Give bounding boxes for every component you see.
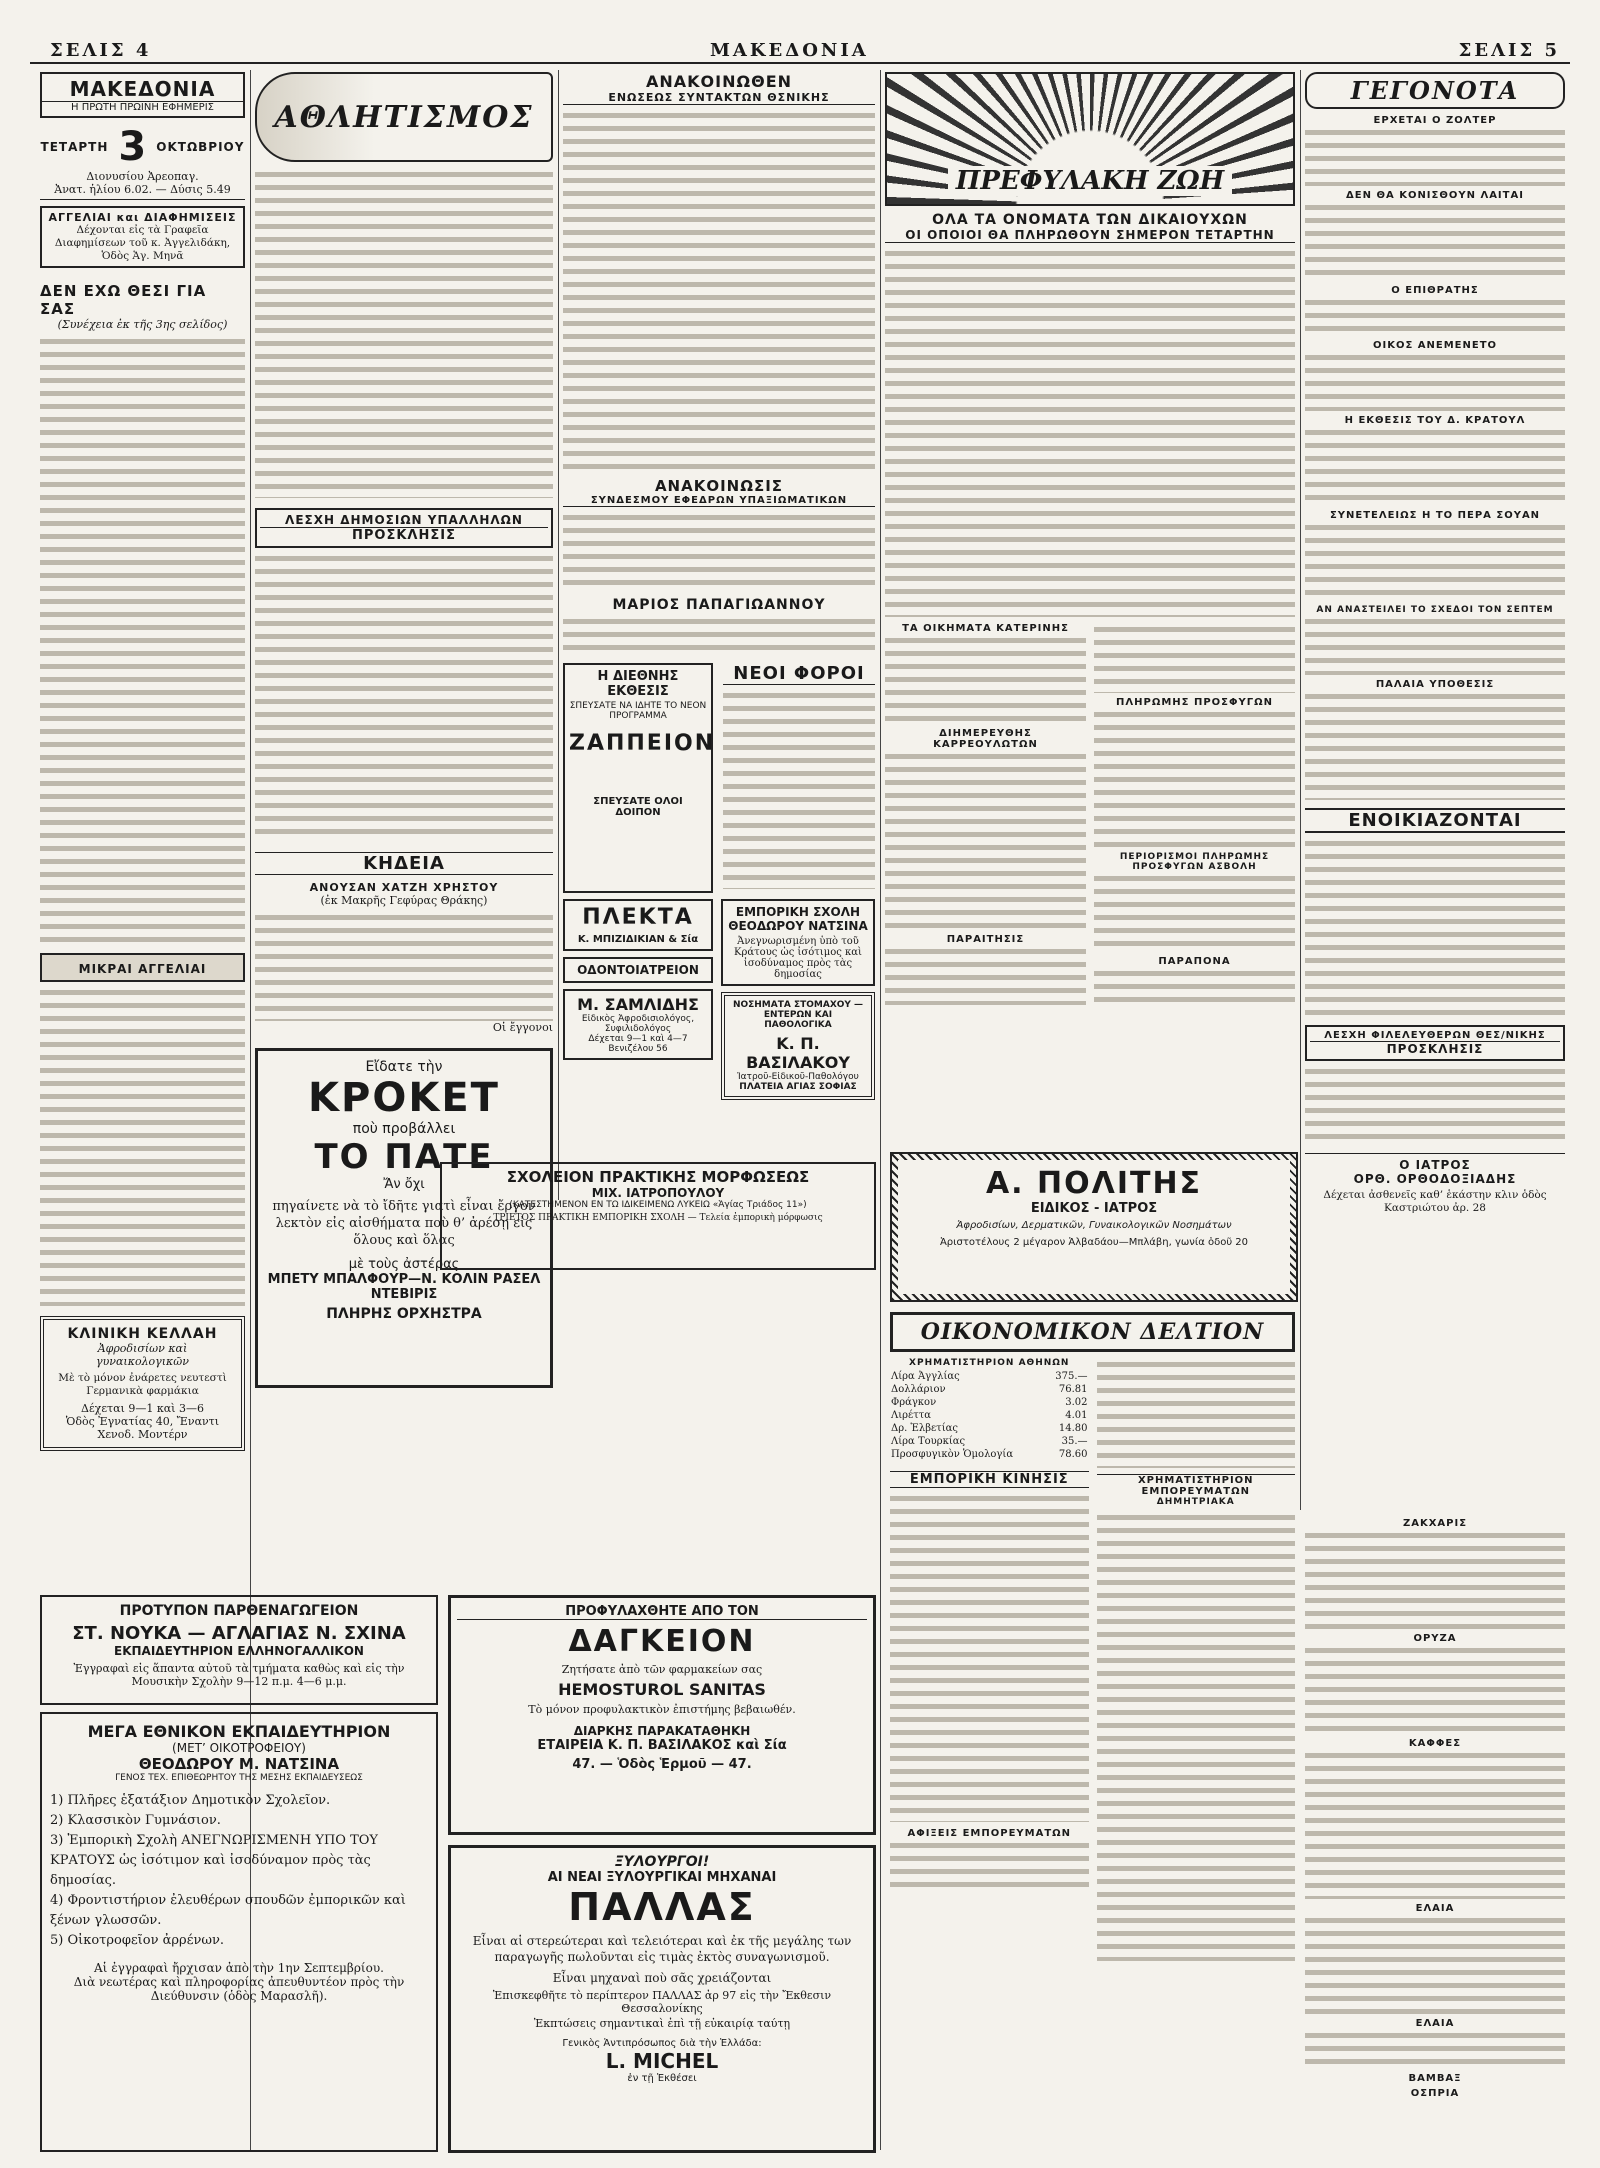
commerce-school-sub: Ἀνεγνωρισμένη ὑπὸ τοῦ Κράτους ὡς ἰσότιμος καὶ ἰσοδύναμος πρὸς τὰς δημοσίας — [734, 936, 862, 980]
article-body — [40, 335, 245, 945]
doctor-samlidis-ad — [563, 989, 713, 1060]
exchange-row — [890, 1422, 1089, 1435]
funeral-signed: Οἱ ἔγγονοι — [492, 1021, 553, 1034]
taxes-title: ΝΕΟΙ ΦΟΡΟΙ — [723, 663, 875, 685]
exchange-row — [890, 1409, 1089, 1422]
cinema-ad-heading: Εἴδατε τὴν — [365, 1059, 443, 1075]
politis-title: ΕΙΔΙΚΟΣ - ΙΑΤΡΟΣ — [1030, 1201, 1158, 1216]
national-school-item: 2) Κλασσικὸν Γυμνάσιον. — [50, 1813, 221, 1828]
finance-left — [890, 1358, 1089, 1961]
news-left — [885, 623, 1086, 1007]
dentist-title: ΟΔΟΝΤΟΙΑΤΡΕΙΟΝ — [577, 963, 699, 977]
exchange-value: 78.60 — [1058, 1449, 1088, 1460]
doctor-orth-title: Ο ΙΑΤΡΟΣ — [1399, 1158, 1471, 1172]
life-banner-title: ΠΡΕΦΥΛΑΚΗ ΖΩΗ — [948, 166, 1232, 196]
small-ads-heading: ΜΙΚΡΑΙ ΑΓΓΕΛΙΑΙ — [78, 962, 207, 976]
sports-banner — [255, 72, 553, 162]
cinema-ad-stars-label: μὲ τοὺς ἀστέρας — [348, 1257, 460, 1272]
ads-label: ΑΓΓΕΛΙΑΙ και ΔΙΑΦΗΜΙΣΕΙΣ — [48, 211, 237, 224]
refugee-payment-body — [1094, 708, 1295, 848]
politis-address: Ἀριστοτέλους 2 μέγαρον Ἀλβαδάου—Μπλάβη, γωνία ὁδοῦ 20 — [939, 1237, 1249, 1248]
column-3 — [563, 72, 875, 1152]
exchange-label: Φράγκον — [891, 1397, 937, 1408]
journalists-title: ΑΝΑΚΟΙΝΩΘΕΝ — [645, 72, 793, 91]
doctor-samlidis-specialty: Εἰδικὸς Ἀφροδισιολόγος, Συφιλιδολόγος — [581, 1014, 695, 1034]
wedding-body — [563, 615, 875, 655]
event-body-8 — [1305, 690, 1565, 800]
exchange-value: 375.— — [1055, 1371, 1088, 1382]
finance-section — [890, 1312, 1295, 2152]
date-number: 3 — [118, 124, 147, 170]
masthead — [30, 40, 1570, 64]
pallas-ad — [448, 1845, 876, 2153]
cinema-ad-title-2: ΤΟ ΠΑΤΕ — [314, 1137, 494, 1177]
event-body-7 — [1305, 615, 1565, 675]
rent-heading: ΕΝΟΙΚΙΑΖΟΝΤΑΙ — [1305, 808, 1565, 833]
fruit-heading: ΟΣΠΡΙΑ — [1410, 2088, 1460, 2099]
pallas-agent-name: L. MICHEL — [605, 2049, 719, 2073]
exchange-label: Δολλάριον — [891, 1384, 946, 1395]
cinema-ad-question: Ἄν ὄχι — [383, 1177, 425, 1192]
stomach-doctor-ad — [721, 992, 875, 1100]
finance-title: ΟΙΚΟΝΟΜΙΚΟΝ ΔΕΛΤΙΟΝ — [920, 1319, 1265, 1345]
subhead-complaints: ΠΑΡΑΠΟΝΑ — [1158, 956, 1231, 967]
notice-civil-club — [255, 508, 553, 548]
stomach-doctor-sub: Ἰατροῦ-Εἰδικοῦ-Παθολόγου — [737, 1072, 859, 1082]
clinic-text: Μὲ τὸ μόνον ἐνάρετες νευτεστὶ Γερμανικὰ φαρμάκια — [58, 1372, 227, 1397]
pallas-agent-location: ἐν τῇ Ἐκθέσει — [627, 2073, 697, 2084]
event-heading-1: ΕΡΧΕΤΑΙ Ο ΖΟΛΤΕΡ — [1373, 115, 1497, 126]
funeral-body — [255, 911, 553, 1021]
sports-article — [255, 168, 553, 498]
expo-ad-footer: ΣΠΕΥΣΑΤΕ ΟΛΟΙ ΔΟΙΠΟΝ — [593, 796, 683, 818]
column-5 — [1305, 72, 1565, 1512]
saint-day: Διονυσίου Ἀρεοπαγ. — [86, 170, 199, 183]
grain-heading: ΔΗΜΗΤΡΙΑΚΑ — [1156, 1497, 1235, 1507]
complaints-body — [1094, 967, 1295, 1007]
market-heading: ΧΡΗΜΑΤΙΣΤΗΡΙΟΝ ΕΜΠΟΡΕΥΜΑΤΩΝ — [1097, 1474, 1296, 1497]
national-school-sub: (ΜΕΤ’ ΟΙΚΟΤΡΟΦΕΙΟΥ) — [172, 1741, 306, 1755]
funeral-origin: (ἐκ Μακρῆς Γεφύρας Θράκης) — [320, 894, 488, 907]
pallas-pre: ΞΥΛΟΥΡΓΟΙ! — [614, 1854, 710, 1870]
reservists-subtitle: ΣΥΝΔΕΣΜΟΥ ΕΦΕΔΡΩΝ ΥΠΑΞΙΩΜΑΤΙΚΩΝ — [563, 495, 875, 507]
arrivals-body — [890, 1839, 1089, 1889]
journalists-subtitle: ΕΝΩΣΕΩΣ ΣΥΝΤΑΚΤΩΝ ΘΣΝΙΚΗΣ — [563, 91, 875, 105]
pallas-body-4: Ἐκπτώσεις σημαντικαὶ ἐπὶ τῇ εὐκαιρίᾳ ταύτῃ — [533, 2017, 791, 2030]
mosquito-company: ΕΤΑΙΡΕΙΑ Κ. Π. ΒΑΣΙΛΑΚΟΣ καὶ Σία — [537, 1738, 787, 1753]
ad-stack-left — [563, 899, 713, 1100]
knit-ad — [563, 899, 713, 951]
weekday: ΤΕΤΑΡΤΗ — [40, 140, 109, 154]
clinic-address: Ὁδὸς Ἐγνατίας 40, Ἔναντι Χενοδ. Μοντέρν — [65, 1415, 220, 1441]
page-right-label: ΣΕΛΙΣ 5 — [1458, 40, 1560, 61]
mosquito-title: ΔΑΓΚΕΙΟΝ — [568, 1624, 756, 1659]
sports-banner-title: ΑΘΛΗΤΙΣΜΟΣ — [274, 99, 534, 135]
practical-school-name: ΜΙΧ. ΙΑΤΡΟΠΟΥΛΟΥ — [591, 1186, 725, 1200]
girls-school-text: Ἐγγραφαὶ εἰς ἅπαντα αὐτοῦ τὰ τμήματα καθὼς καὶ εἰς τὴν Μουσικὴν Σχολὴν 9—12 π.μ. 4—6 μ.μ. — [73, 1662, 405, 1688]
girls-school-names: ΣΤ. ΝΟΥΚΑ — ΑΓΛΑΓΙΑΣ Ν. ΣΧΙΝΑ — [72, 1623, 406, 1644]
politis-ad — [890, 1152, 1298, 1302]
event-body-2 — [1305, 201, 1565, 281]
notice-civil-club-sub: ΠΡΟΣΚΛΗΣΙΣ — [260, 527, 548, 543]
events-title: ΓΕΓΟΝΟΤΑ — [1350, 76, 1520, 105]
knit-title: ΠΛΕΚΤΑ — [582, 905, 694, 930]
finance-right-top — [1097, 1358, 1296, 1468]
finance-right — [1097, 1358, 1296, 1961]
exchange-heading: ΧΡΗΜΑΤΙΣΤΗΡΙΟΝ ΑΘΗΝΩΝ — [909, 1358, 1070, 1368]
taxes-body — [723, 689, 875, 889]
exchange-row — [890, 1435, 1089, 1448]
sugar-body — [1305, 1529, 1565, 1629]
notice-civil-club-body — [255, 552, 553, 842]
subhead-refugee-limits: ΠΕΡΙΟΡΙΣΜΟΙ ΠΛΗΡΩΜΗΣ ΠΡΟΣΦΥΓΩΝ ΑΣΒΟΛΗ — [1119, 852, 1270, 872]
date-block — [40, 124, 245, 170]
paper-title-box — [40, 72, 245, 118]
events-title-box — [1305, 72, 1565, 109]
oil-body — [1305, 1914, 1565, 2014]
life-banner — [885, 72, 1295, 206]
paper-name: ΜΑΚΕΔΟΝΙΑ — [710, 40, 869, 61]
clinic-ad — [40, 1316, 245, 1451]
ad-stack-right — [721, 899, 875, 1100]
oil-heading: ΕΛΑΙΑ — [1415, 1903, 1455, 1914]
pallas-body-2: Εἶναι μηχαναὶ ποὺ σᾶς χρειάζονται — [552, 1971, 772, 1985]
national-school-item: 4) Φροντιστήριον ἐλευθέρων σπουδῶν ἐμπορικῶν καὶ ξένων γλωσσῶν. — [50, 1893, 406, 1928]
doctor-orth-name: ΟΡΘ. ΟΡΘΟΔΟΞΙΑΔΗΣ — [1353, 1172, 1517, 1186]
dentist-ad — [563, 957, 713, 983]
reservists-title: ΑΝΑΚΟΙΝΩΣΙΣ — [654, 477, 784, 495]
paper-subtitle: Η ΠΡΩΤΗ ΠΡΩΙΝΗ ΕΦΗΜΕΡΙΣ — [42, 101, 243, 113]
commodities-section — [1305, 1518, 1565, 2152]
column-2 — [255, 72, 553, 1592]
national-school-items — [50, 1791, 428, 1951]
cotton-heading: ΒΑΜΒΑΞ — [1408, 2073, 1462, 2084]
pallas-body-3: Ἐπισκεφθῆτε τὸ περίπτερον ΠΑΛΛΑΣ ἀρ 97 εἰς τὴν Ἔκθεσιν Θεσσαλονίκης — [492, 1989, 832, 2015]
national-school-item: 3) Ἐμπορικὴ Σχολὴ ΑΝΕΓΝΩΡΙΣΜΕΝΗ ΥΠΟ ΤΟΥ ΚΡΑΤΟΥΣ ὡς ἰσότιμον καὶ ἰσοδύναμον πρὸς τὰς δημοσίας. — [50, 1833, 378, 1888]
doctor-samlidis-name: Μ. ΣΑΜΛΙΔΗΣ — [577, 995, 699, 1014]
mosquito-pre: ΠΡΟΦΥΛΑΧΘΗΤΕ ΑΠΟ ΤΟΝ — [457, 1604, 867, 1620]
event-heading-2: ΔΕΝ ΘΑ ΚΟΝΙΣΘΟΥΝ ΛΑΙΤΑΙ — [1346, 190, 1524, 201]
journalists-body — [563, 109, 875, 469]
small-ads-body — [40, 986, 245, 1306]
wedding-name: ΜΑΡΙΟΣ ΠΑΠΑΓΙΩΑΝΝΟΥ — [612, 597, 826, 613]
grain-body — [1097, 1511, 1296, 1961]
exchange-row — [890, 1448, 1089, 1461]
notice-civil-club-title: ΛΕΣΧΗ ΔΗΜΟΣΙΩΝ ΥΠΑΛΛΗΛΩΝ — [285, 513, 523, 527]
arrivals-heading: ΑΦΙΞΕΙΣ ΕΜΠΟΡΕΥΜΑΤΩΝ — [907, 1828, 1072, 1839]
mosquito-ad — [448, 1595, 876, 1835]
exchange-value: 76.81 — [1058, 1384, 1088, 1395]
coffee-heading: ΚΑΦΦΕΣ — [1408, 1738, 1462, 1749]
reservists-body — [563, 511, 875, 591]
clinic-title: ΚΛΙΝΙΚΗ ΚΕΛΛΑΗ — [67, 1326, 218, 1342]
sugar-heading: ΖΑΚΧΑΡΙΣ — [1402, 1518, 1468, 1529]
event-heading-3: Ο ΕΠΙΘΡΑΤΗΣ — [1391, 285, 1479, 296]
beneficiaries-headline: ΟΛΑ ΤΑ ΟΝΟΜΑΤΑ ΤΩΝ ΔΙΚΑΙΟΥΧΩΝ — [932, 212, 1248, 228]
politis-name: Α. ΠΟΛΙΤΗΣ — [985, 1166, 1203, 1201]
trade-heading: ΕΜΠΟΡΙΚΗ ΚΙΝΗΣΙΣ — [890, 1471, 1089, 1488]
beneficiaries-list — [885, 247, 1295, 617]
knit-shop: Κ. ΜΠΙΖΙΔΙΚΙΑΝ & Σία — [577, 934, 699, 945]
national-school-ad — [40, 1712, 438, 2152]
event-body-6 — [1305, 521, 1565, 601]
subhead-karreoulotes: ΔΙΗΜΕΡΕΥΘΗΣ ΚΑΡΡΕΟΥΛΩΤΩΝ — [933, 728, 1038, 750]
funeral-heading: ΚΗΔΕΙΑ — [255, 852, 553, 875]
column-rule — [1300, 70, 1301, 1510]
mosquito-address: 47. — Ὁδὸς Ἑρμοῦ — 47. — [572, 1757, 752, 1772]
national-school-name: ΘΕΟΔΩΡΟΥ Μ. ΝΑΤΣΙΝΑ — [138, 1755, 340, 1773]
national-school-line: ΓΕΝΟΣ ΤΕΧ. ΕΠΙΘΕΩΡΗΤΟΥ ΤΗΣ ΜΕΣΗΣ ΕΚΠΑΙΔΕΥΣΕΩΣ — [115, 1773, 363, 1783]
doctor-samlidis-hours: Δέχεται 9—1 καὶ 4—7 Βενιζέλου 56 — [588, 1034, 688, 1054]
pallas-line: ΑΙ ΝΕΑΙ ΞΥΛΟΥΡΓΙΚΑΙ ΜΗΧΑΝΑΙ — [547, 1870, 777, 1885]
finance-title-box — [890, 1312, 1295, 1352]
national-school-item: 5) Οἰκοτροφεῖον ἀρρένων. — [50, 1933, 224, 1948]
column-rule — [558, 70, 559, 1200]
news-right — [1094, 623, 1295, 1007]
refugee-body-top — [1094, 623, 1295, 693]
ad-row — [563, 899, 875, 1100]
exchange-row — [890, 1396, 1089, 1409]
taxes-section — [723, 663, 875, 889]
liberal-club-body — [1305, 1065, 1565, 1145]
cinema-ad-stars: ΜΠΕΤΥ ΜΠΑΛΦΟΥΡ—Ν. ΚΟΛΙΝ ΡΑΣΕΛ ΝΤΕΒΙΡΙΣ — [267, 1272, 541, 1302]
exchange-value: 14.80 — [1058, 1423, 1088, 1434]
event-body-3 — [1305, 296, 1565, 336]
clinic-subtitle: Ἀφροδισίων καὶ γυναικολογικῶν — [96, 1342, 189, 1368]
exchange-label: Λίρα Τουρκίας — [891, 1436, 966, 1447]
practical-school-title: ΣΧΟΛΕΙΟΝ ΠΡΑΚΤΙΚΗΣ ΜΟΡΦΩΣΕΩΣ — [506, 1168, 810, 1186]
mosquito-depot: ΔΙΑΡΚΗΣ ΠΑΡΑΚΑΤΑΘΗΚΗ — [573, 1724, 751, 1738]
clinic-hours: Δέχεται 9—1 καὶ 3—6 — [81, 1402, 204, 1415]
rice-heading: ΟΡΥΖΑ — [1413, 1633, 1457, 1644]
expo-ad-title: Η ΔΙΕΘΝΗΣ ΕΚΘΕΣΙΣ — [597, 669, 679, 699]
commerce-school-ad — [721, 899, 875, 986]
trade-body — [890, 1492, 1089, 1822]
column-subtitle: (Συνέχεια ἐκ τῆς 3ης σελίδος) — [57, 318, 228, 331]
exchange-row — [890, 1370, 1089, 1383]
stomach-doctor-name: Κ. Π. ΒΑΣΙΛΑΚΟΥ — [746, 1034, 850, 1072]
event-heading-5: Η ΕΚΘΕΣΙΣ ΤΟΥ Δ. ΚΡΑΤΟΥΛ — [1344, 415, 1526, 426]
expo-ad-venue: ΖΑΠΠΕΙΟΝ — [569, 731, 716, 756]
exchange-row — [890, 1383, 1089, 1396]
event-body-4 — [1305, 351, 1565, 411]
exchange-label: Δρ. Ἑλβετίας — [891, 1423, 958, 1434]
event-heading-4: ΟΙΚΟΣ ΑΝΕΜΕΝΕΤΟ — [1372, 340, 1498, 351]
subhead-katerini: ΤΑ ΟΙΚΗΜΑΤΑ ΚΑΤΕΡΙΝΗΣ — [902, 623, 1069, 634]
column-1 — [40, 72, 245, 1592]
national-school-foot-1: Αἱ ἐγγραφαὶ ἤρχισαν ἀπὸ τὴν 1ην Σεπτεμβρίου. — [94, 1961, 384, 1975]
event-heading-7: ΑΝ ΑΝΑΣΤΕΙΛΕΙ ΤΟ ΣΧΕΔΟΙ ΤΟΝ ΣΕΠΤΕΜ — [1316, 605, 1554, 615]
exchange-value: 3.02 — [1065, 1397, 1088, 1408]
girls-school-title: ΠΡΟΤΥΠΟΝ ΠΑΡΘΕΝΑΓΩΓΕΙΟΝ — [119, 1603, 359, 1619]
event-heading-8: ΠΑΛΑΙΑ ΥΠΟΘΕΣΙΣ — [1375, 679, 1495, 690]
expo-ad — [563, 663, 716, 893]
coffee-body — [1305, 1749, 1565, 1899]
cinema-ad-mid: ποὺ προβάλλει — [352, 1121, 456, 1137]
girls-school-sub: ΕΚΠΑΙΔΕΥΤΗΡΙΟΝ ΕΛΛΗΝΟΓΑΛΛΙΚΟΝ — [114, 1644, 364, 1658]
doctor-orthodoxiadis — [1305, 1153, 1565, 1215]
karreoulotes-body — [885, 750, 1086, 930]
ads-info-box — [40, 206, 245, 268]
subhead-resignation: ΠΑΡΑΙΤΗΣΙΣ — [946, 934, 1025, 945]
pallas-title: ΠΑΛΛΑΣ — [568, 1885, 756, 1929]
pallas-agent-label: Γενικὸς Ἀντιπρόσωπος διὰ τὴν Ἑλλάδα: — [562, 2038, 762, 2049]
rice-body — [1305, 1644, 1565, 1734]
national-school-title: ΜΕΓΑ ΕΘΝΙΚΟΝ ΕΚΠΑΙΔΕΥΤΗΡΙΟΝ — [87, 1722, 391, 1741]
national-school-foot-2: Διὰ νεωτέρας καὶ πληροφορίας ἀπευθυντέον πρὸς τὴν Διεύθυνσιν (ὁδὸς Μαρασλῆ). — [73, 1975, 405, 2003]
column-rule — [880, 70, 881, 2150]
exchange-label: Λιρέττα — [891, 1410, 932, 1421]
exchange-label: Προσφυγικὸν Ὁμολογία — [891, 1449, 1014, 1460]
column-title: ΔΕΝ ΕΧΩ ΘΕΣΙ ΓΙΑ ΣΑΣ — [40, 282, 207, 318]
stomach-doctor-specialty: ΝΟΣΗΜΑΤΑ ΣΤΟΜΑΧΟΥ — ΕΝΤΕΡΩΝ ΚΑΙ ΠΑΘΟΛΟΓΙΚΑ — [732, 1000, 864, 1030]
event-body-1 — [1305, 126, 1565, 186]
exchange-table — [890, 1370, 1089, 1461]
mosquito-line-2: Τὸ μόνον προφυλακτικὸν ἐπιστήμης βεβαιωθέν. — [528, 1703, 796, 1716]
katerini-body — [885, 634, 1086, 724]
ads-text: Δέχονται εἰς τὰ Γραφεῖα Διαφημίσεων τοῦ κ. Ἀγγελιδάκη, Ὁδὸς Ἁγ. Μηνᾶ — [54, 224, 231, 262]
oil-body-2 — [1305, 2029, 1565, 2069]
news-two-col — [885, 623, 1295, 1007]
event-body-5 — [1305, 426, 1565, 506]
practical-school-sub: (ΚΑΤΕΣΤΗΜΕΝΟΝ ΕΝ ΤΩ ΙΔΙΚΕΙΜΕΝΩ ΛΥΚΕΙΩ «Ἁγίας Τριάδος 11») — [509, 1200, 807, 1210]
politis-specialty: Ἀφροδισίων, Δερματικῶν, Γυναικολογικῶν Νοσημάτων — [956, 1220, 1232, 1231]
liberal-club-notice — [1305, 1025, 1565, 1061]
mosquito-product: HEMOSTUROL SANITAS — [558, 1680, 766, 1699]
funeral-name: ΑΝΟΥΣΑΝ ΧΑΤΖΗ ΧΡΗΣΤΟΥ — [309, 881, 499, 894]
event-heading-6: ΣΥΝΕΤΕΛΕΙΩΣ Η ΤΟ ΠΕΡΑ ΣΟΥΑΝ — [1329, 510, 1541, 521]
sun-times: Ἀνατ. ἡλίου 6.02. — Δύσις 5.49 — [40, 183, 245, 200]
refugee-limits-body — [1094, 872, 1295, 952]
pallas-body: Εἶναι αἱ στερεώτεραι καὶ τελειότεραι καὶ ἐκ τῆς μεγάλης των παραγωγῆς πωλοῦνται εἰς τιμὰς ἐκτὸς συναγωνισμοῦ. — [472, 1934, 852, 1964]
rent-body — [1305, 837, 1565, 1017]
oil-heading-2: ΕΛΑΙΑ — [1415, 2018, 1455, 2029]
girls-school-ad — [40, 1595, 438, 1705]
exchange-label: Λίρα Ἀγγλίας — [891, 1371, 960, 1382]
small-ads-heading-box — [40, 953, 245, 982]
practical-school-banner — [440, 1162, 876, 1270]
mosquito-line-1: Ζητήσατε ἀπὸ τῶν φαρμακείων σας — [561, 1663, 763, 1676]
exchange-value: 35.— — [1061, 1436, 1088, 1447]
subhead-refugee-payment: ΠΛΗΡΩΜΗΣ ΠΡΟΣΦΥΓΩΝ — [1116, 697, 1273, 708]
commerce-school-title: ΕΜΠΟΡΙΚΗ ΣΧΟΛΗ ΘΕΟΔΩΡΟΥ ΝΑΤΣΙΝΑ — [728, 905, 868, 933]
paper-title: ΜΑΚΕΔΟΝΙΑ — [69, 77, 216, 101]
finance-two-col — [890, 1358, 1295, 1961]
liberal-club-sub: ΠΡΟΣΚΛΗΣΙΣ — [1310, 1041, 1560, 1056]
month: ΟΚΤΩΒΡΙΟΥ — [156, 140, 245, 154]
resignation-body — [885, 945, 1086, 1005]
cinema-ad-body: πηγαίνετε νὰ τὸ ἴδῆτε γιατὶ εἶναι ἔργον λεκτὸν εἰς αἰσθήματα ποὺ θ’ ἀρέσῃ εἰς ὅλους καὶ ὅλας — [272, 1199, 536, 1248]
national-school-item: 1) Πλῆρες ἑξατάξιον Δημοτικὸν Σχολεῖον. — [50, 1793, 331, 1808]
cinema-ad-orchestra: ΠΛΗΡΗΣ ΟΡΧΗΣΤΡΑ — [326, 1306, 482, 1322]
beneficiaries-headline-2: ΟΙ ΟΠΟΙΟΙ ΘΑ ΠΛΗΡΩΘΟΥΝ ΣΗΜΕΡΟΝ ΤΕΤΑΡΤΗΝ — [885, 228, 1295, 243]
politis-ad-inner — [898, 1160, 1290, 1294]
column-4 — [885, 72, 1295, 1142]
doctor-orth-text: Δέχεται ἀσθενεῖς καθ’ ἑκάστην κλιν ὁδὸς Καστριώτου ἀρ. 28 — [1323, 1189, 1547, 1214]
liberal-club-title: ΛΕΣΧΗ ΦΙΛΕΛΕΥΘΕΡΩΝ ΘΕΣ/ΝΙΚΗΣ — [1324, 1030, 1546, 1041]
exchange-value: 4.01 — [1065, 1410, 1088, 1421]
stomach-doctor-address: ΠΛΑΤΕΙΑ ΑΓΙΑΣ ΣΟΦΙΑΣ — [739, 1082, 857, 1092]
cinema-ad-title-1: ΚΡΟΚΕΤ — [308, 1075, 500, 1121]
page-left-label: ΣΕΛΙΣ 4 — [50, 40, 152, 61]
expo-ad-sub: ΣΠΕΥΣΑΤΕ ΝΑ ΙΔΗΤΕ ΤΟ ΝΕΟΝ ΠΡΟΓΡΑΜΜΑ — [569, 701, 707, 721]
practical-school-line: ΤΡΙΕΤΟΣ ΠΡΑΚΤΙΚΗ ΕΜΠΟΡΙΚΗ ΣΧΟΛΗ — Τελεία ἐμπορικὴ μόρφωσις — [493, 1213, 823, 1223]
